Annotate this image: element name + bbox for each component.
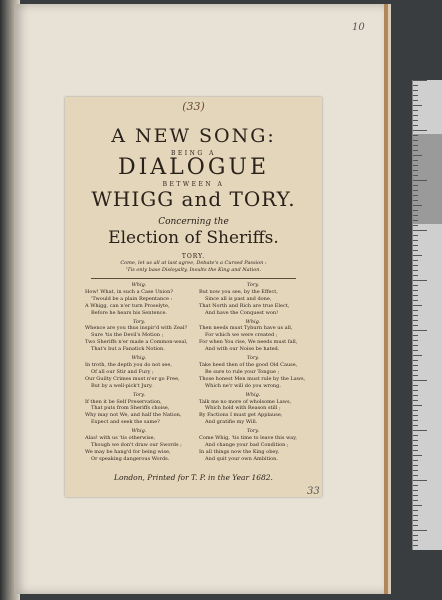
verse-line: Why may not We, and half the Nation,	[85, 412, 182, 419]
broadside-sheet	[65, 97, 322, 497]
title-election: Election of Sheriffs.	[108, 228, 279, 248]
ruler-tick	[413, 515, 418, 516]
ruler-tick	[413, 385, 418, 386]
ruler-tick	[413, 300, 418, 301]
stanza	[199, 282, 307, 317]
verse-line: A Whigg, can n'er turn Proselyte,	[85, 302, 170, 309]
ruler-tick	[413, 350, 418, 351]
ruler-tick	[413, 510, 418, 511]
verse-column-right	[199, 282, 307, 465]
ruler-tick	[413, 160, 418, 161]
stanza	[199, 392, 307, 427]
ruler-tick	[413, 105, 422, 106]
ruler-tick	[413, 215, 418, 216]
ruler-tick	[413, 115, 418, 116]
verse-line: Come Whig, 'tis time to leave this way,	[199, 435, 298, 442]
ruler-tick	[413, 275, 418, 276]
verse-line: Alas! with us 'tis otherwise,	[85, 435, 156, 442]
verse-line: In all things now the King obey,	[199, 448, 280, 455]
title-being: BEING A	[171, 150, 216, 157]
ruler-tick	[413, 400, 418, 401]
ruler-tick	[413, 330, 427, 331]
verse-line: How! What, in such a Case Union?	[85, 288, 174, 295]
verse-line: Take heed then of the good Old Cause,	[199, 361, 298, 368]
stanza-speaker: Tory.	[246, 428, 260, 435]
ruler-tick	[413, 390, 418, 391]
ruler-tick	[413, 370, 418, 371]
ruler-tick	[413, 175, 418, 176]
title-between: BETWEEN A	[162, 181, 225, 188]
stanza-speaker: Tory.	[132, 391, 146, 398]
stanza-speaker: Tory.	[246, 355, 260, 362]
ruler-tick	[413, 260, 418, 261]
ruler-tick	[413, 380, 427, 381]
ruler-tick	[413, 500, 418, 501]
stanza	[85, 355, 193, 390]
stanza	[85, 428, 193, 463]
verse-line: Before he hears his Sentence.	[91, 309, 168, 316]
ruler-tick	[413, 190, 418, 191]
stanza-speaker: Tory.	[132, 318, 146, 325]
ruler-tick	[413, 485, 418, 486]
verse-line: Be sure to rule your Tongue ;	[205, 368, 280, 375]
stanza	[85, 282, 193, 317]
verse-line: But by a well-pick't Jury.	[91, 382, 153, 389]
stanza-speaker: Whig.	[131, 355, 147, 362]
ruler-tick	[413, 155, 422, 156]
ruler-tick	[413, 290, 418, 291]
ruler-tick	[413, 95, 418, 96]
ruler-tick	[413, 525, 418, 526]
ruler-tick	[413, 320, 418, 321]
verse-line: And have the Conquest won!	[205, 309, 279, 316]
verse-line: Expect and seek the same?	[91, 419, 160, 426]
ruler-tick	[413, 480, 427, 481]
ruler-tick	[413, 100, 418, 101]
ruler-tick	[413, 250, 418, 251]
verse-line: Though we don't draw our Swords ;	[91, 441, 182, 448]
album-stamp-number: 33	[307, 486, 320, 497]
ruler-tick	[413, 230, 427, 231]
ruler-tick	[413, 410, 418, 411]
ruler-tick	[413, 205, 422, 206]
ruler-tick	[413, 220, 418, 221]
ruler-tick	[413, 465, 418, 466]
ruler-tick	[413, 245, 418, 246]
verse-column-left	[85, 282, 193, 465]
stanza	[85, 319, 193, 354]
verse-line: Then needs must Tyburn have us all,	[199, 325, 293, 332]
ruler-tick	[413, 355, 422, 356]
ruler-tick	[413, 340, 418, 341]
ruler-tick	[413, 120, 418, 121]
shelf-mark: (33)	[182, 100, 205, 113]
divider-rule	[91, 278, 296, 279]
verse-line: That puts from Sheriffs choise,	[91, 405, 170, 412]
ruler-tick	[413, 85, 418, 86]
ruler-tick	[413, 270, 418, 271]
ruler-tick	[413, 285, 418, 286]
verse-line: By Factions I must get Applause,	[199, 412, 283, 419]
ruler-tick	[413, 305, 422, 306]
ruler-tick	[413, 375, 418, 376]
ruler-tick	[413, 360, 418, 361]
ruler-tick	[413, 170, 418, 171]
ruler-tick	[413, 505, 422, 506]
ruler-tick	[413, 365, 418, 366]
title-concerning: Concerning the	[158, 217, 229, 227]
intro-speaker: TORY.	[181, 253, 206, 260]
ruler-tick	[413, 125, 418, 126]
verse-line: If then it be Self Preservation,	[85, 398, 162, 405]
ruler-tick	[413, 535, 418, 536]
verse-line: But now you see, by the Effect,	[199, 288, 278, 295]
verse-line: We may be hang'd for being wise,	[85, 448, 171, 455]
verse-line: Which hold with Reason still ;	[205, 405, 281, 412]
verse-line: And change your bad Condition ;	[205, 441, 289, 448]
verse-line: For when You rise, We needs must fall,	[199, 339, 298, 346]
stanza	[199, 428, 307, 463]
ruler-tick	[413, 130, 427, 131]
ruler-tick	[413, 195, 418, 196]
ruler-tick	[413, 395, 418, 396]
verse-line: Talk me no more of wholsome Laws,	[199, 398, 292, 405]
ruler-tick	[413, 265, 418, 266]
ruler-tick	[413, 470, 418, 471]
measurement-ruler	[412, 80, 442, 550]
ruler-tick	[413, 520, 418, 521]
ruler-tick	[413, 420, 418, 421]
verse-line: Since all is past and done,	[205, 295, 272, 302]
ruler-tick	[413, 310, 418, 311]
ruler-tick	[413, 225, 418, 226]
stanza-speaker: Whig.	[245, 391, 261, 398]
stanza-speaker: Whig.	[131, 428, 147, 435]
stanza	[199, 319, 307, 354]
stanza-speaker: Whig.	[245, 318, 261, 325]
verse-line: Two Sheriffs n'er made a Common-weal,	[85, 339, 188, 346]
ruler-tick	[413, 545, 418, 546]
verse-line: 'Twould be a plain Repentance :	[91, 295, 173, 302]
ruler-tick	[413, 325, 418, 326]
ruler-tick	[413, 110, 418, 111]
ruler-tick	[413, 185, 418, 186]
verse-line: And quit your own Ambition.	[205, 455, 278, 462]
ruler-tick	[413, 445, 418, 446]
ruler-tick	[413, 335, 418, 336]
stanza-speaker: Whig.	[131, 282, 147, 288]
ruler-tick	[413, 540, 418, 541]
ruler-tick	[413, 135, 418, 136]
verse-line: And gratifie my Will.	[205, 419, 258, 426]
ruler-tick	[413, 405, 422, 406]
ruler-tick	[413, 530, 427, 531]
verse-line: Our Guilty Crimes must n'er go Free,	[85, 375, 180, 382]
ruler-tick	[413, 90, 418, 91]
title-whigg-tory: WHIGG and TORY.	[91, 187, 296, 211]
verse-line: Which ne'r will do you wrong.	[205, 382, 281, 389]
verse-line: Or speaking dangerous Words.	[91, 455, 170, 462]
title-new-song: A NEW SONG:	[111, 125, 276, 147]
ruler-tick	[413, 235, 418, 236]
ruler-tick	[413, 495, 418, 496]
title-dialogue: DIALOGUE	[117, 155, 270, 180]
stanza-speaker: Tory.	[246, 282, 260, 288]
ruler-tick	[413, 435, 418, 436]
ruler-tick	[413, 280, 427, 281]
intro-line: Come, let us all at last agree, Debate's a Cursed Passion :	[120, 260, 267, 266]
ruler-tick	[413, 255, 422, 256]
intro-line: 'Tis only base Disloyalty, Insults the King and Nation.	[125, 267, 262, 273]
verse-line: That's but a Fanatick Notion.	[91, 346, 165, 353]
ruler-tick	[413, 450, 418, 451]
verse-line: That North and Rich are true Elect,	[199, 302, 290, 309]
ruler-tick	[413, 455, 422, 456]
ruler-tick	[413, 315, 418, 316]
colophon: London, Printed for T. P. in the Year 1682.	[114, 473, 273, 482]
ruler-tick	[413, 200, 418, 201]
ruler-tick	[413, 165, 418, 166]
ruler-tick	[413, 440, 418, 441]
verse-line: For which we were created ;	[205, 332, 278, 339]
ruler-tick	[413, 210, 418, 211]
verse-line: Those honest Men must rule by the Laws,	[199, 375, 306, 382]
verse-line: And with our Noise be hated.	[205, 346, 280, 353]
ruler-tick	[413, 145, 418, 146]
ruler-tick	[413, 180, 427, 181]
ruler-tick	[413, 460, 418, 461]
ruler-tick	[413, 425, 418, 426]
ruler-tick	[413, 240, 418, 241]
verse-line: In troth, the depth you do not see,	[85, 361, 172, 368]
ruler-tick	[413, 490, 418, 491]
ruler-tick	[413, 475, 418, 476]
verse-line: Sure 'tis the Devil's Motion ;	[91, 332, 164, 339]
verse-line: Of all our Stir and Fury ;	[91, 368, 154, 375]
ruler-tick	[413, 430, 427, 431]
ruler-tick	[413, 80, 427, 81]
ruler-tick	[413, 345, 418, 346]
ruler-tick	[413, 415, 418, 416]
stanza	[199, 355, 307, 390]
ruler-tick	[413, 140, 418, 141]
stanza	[85, 392, 193, 427]
ruler-tick	[413, 150, 418, 151]
verse-line: Whence are you thus inspir'd with Zeal?	[85, 325, 188, 332]
album-page-number: 10	[352, 22, 365, 33]
ruler-tick	[413, 295, 418, 296]
